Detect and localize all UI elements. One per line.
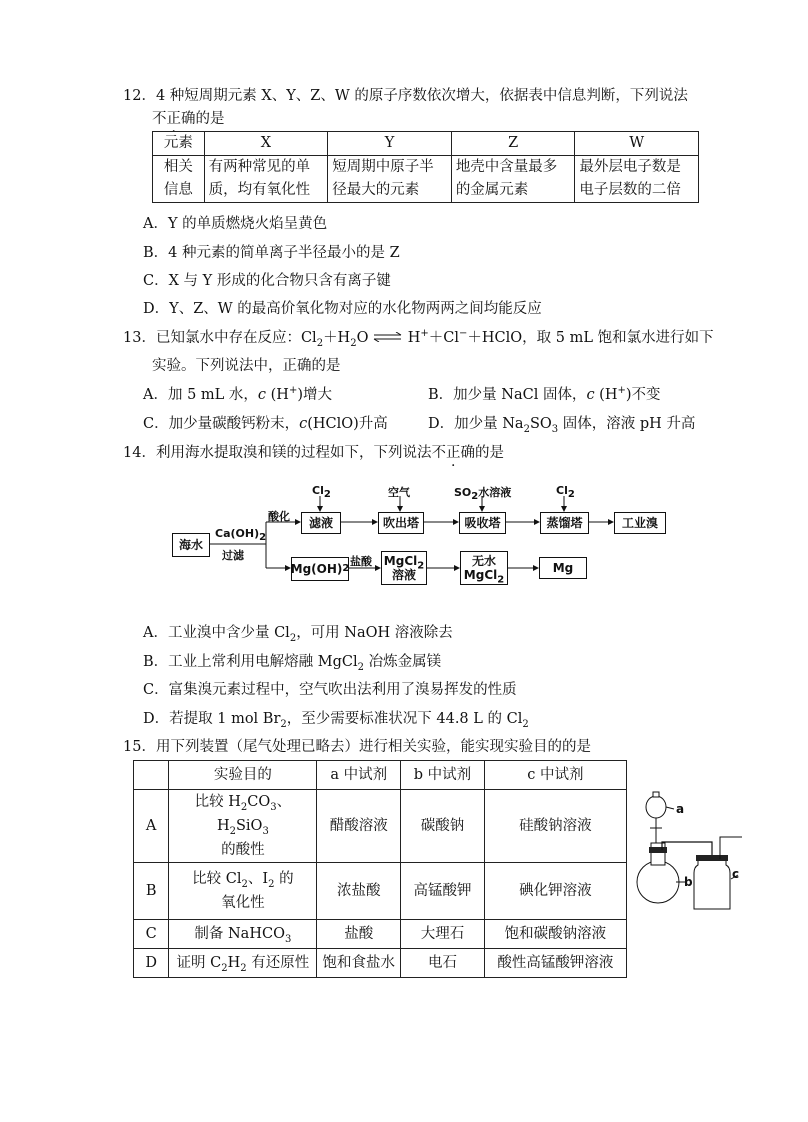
apparatus-drawing [634, 787, 744, 917]
q12-emphasis: 不正确 [152, 111, 196, 127]
table-row: A 比较 $H_2CO_3$、$H_2SiO_3$ 的酸性 醋酸溶液 碳酸钠 硅酸钠溶液 [134, 790, 627, 863]
reagent-cl2-2: $Cl_2$ [556, 484, 575, 501]
table-row: 相关 信息 有两种常见的单 质，均有氧化性 短周期中原子半 径最大的元素 地壳中含量最多 的金属元素 最外层电子数是 电子层数的二倍 [153, 156, 699, 203]
mgcl2-solution-box: MgCl$_2$ 溶液 [381, 551, 427, 585]
q14-option-d: D．若提取 1 mol $Br_2$，至少需要标准状况下 44.8 L 的 $Cl_2$ [143, 711, 529, 730]
label-a: a [676, 802, 685, 816]
table-row: C 制备 NaHCO$_3$ 盐酸 大理石 饱和碳酸钠溶液 [134, 920, 627, 949]
q13-option-d: D．加少量 $Na_2SO_3$ 固体，溶液 pH 升高 [428, 416, 696, 435]
gas-generation-apparatus [634, 787, 744, 921]
q12-option-c: C．X 与 Y 形成的化合物只含有离子键 [143, 273, 391, 289]
label-c: c [732, 867, 740, 881]
filter-label: 过滤 [222, 549, 244, 562]
q12-table [152, 131, 699, 203]
q13-option-b: B．加少量 NaCl 固体，c (H+)不变 [428, 385, 661, 403]
equilibrium-arrow-icon [373, 328, 403, 348]
distill-tower-box: 蒸馏塔 [540, 512, 589, 534]
q14-stem: 14．利用海水提取溴和镁的过程如下，下列说法不正确的是 [123, 445, 504, 461]
q12-option-b: B．4 种元素的简单离子半径最小的是 Z [143, 245, 400, 261]
mgoh2-box: Mg(OH) 2 [291, 557, 349, 581]
q13-stem-line2: 实验。下列说法中，正确的是 [152, 358, 341, 374]
mg-box: Mg [539, 557, 587, 579]
q15-stem: 15．用下列装置（尾气处理已略去）进行相关实验，能实现实验目的的是 [123, 739, 591, 755]
blow-tower-box: 吹出塔 [378, 512, 424, 534]
q12-option-a: A．Y 的单质燃烧火焰呈黄色 [143, 216, 328, 232]
reagent-caoh2: $Ca(OH)_2$ [215, 527, 267, 544]
hcl-label: 盐酸 [350, 555, 372, 568]
reagent-air: 空气 [388, 486, 410, 499]
reagent-so2: $SO_2$水溶液 [454, 486, 512, 503]
q13-option-c: C．加少量碳酸钙粉末，c(HClO)升高 [143, 416, 388, 432]
reagent-cl2-1: $Cl_2$ [312, 484, 331, 501]
q14-option-a: A．工业溴中含少量 $Cl_2$，可用 NaOH 溶液除去 [143, 625, 453, 644]
anhydrous-mgcl2-box: 无水 MgCl$_2$ [460, 551, 508, 585]
q13-stem-line1: 13．已知氯水中存在反应：$Cl_2+H_2O$ H+＋Cl−＋HClO，取 5 mL 饱和氯水进行如下 [123, 328, 714, 349]
filtrate-box: 滤液 [301, 512, 341, 534]
table-row: B 比较 $Cl_2$、$I_2$ 的 氧化性 浓盐酸 高锰酸钾 碘化钾溶液 [134, 863, 627, 920]
q12-stem-line2: 不正确的是 [152, 111, 225, 127]
q12-stem-line1: 12．4 种短周期元素 X、Y、Z、W 的原子序数依次增大，依据表中信息判断，下列说法 [123, 88, 688, 104]
absorb-tower-box: 吸收塔 [459, 512, 506, 534]
q14-option-b: B．工业上常利用电解熔融 MgCl$_2$ 冶炼金属镁 [143, 654, 442, 673]
q14-emphasis: 不正确 [431, 445, 475, 461]
table-row: 实验目的 a 中试剂 b 中试剂 c 中试剂 [134, 761, 627, 790]
table-row: D 证明 $C_2H_2$ 有还原性 饱和食盐水 电石 酸性高锰酸钾溶液 [134, 949, 627, 978]
acidify-label: 酸化 [268, 510, 290, 523]
industrial-bromine-box: 工业溴 [614, 512, 666, 534]
q13-option-a: A．加 5 mL 水，c (H+)增大 [143, 385, 333, 403]
q12-option-d: D．Y、Z、W 的最高价氧化物对应的水化物两两之间均能反应 [143, 301, 542, 317]
label-b: b [684, 875, 693, 889]
q14-option-c: C．富集溴元素过程中，空气吹出法利用了溴易挥发的性质 [143, 682, 517, 698]
seawater-box: 海水 [172, 533, 210, 557]
table-row: 元素 X Y Z W [153, 132, 699, 156]
q15-table [133, 760, 627, 978]
